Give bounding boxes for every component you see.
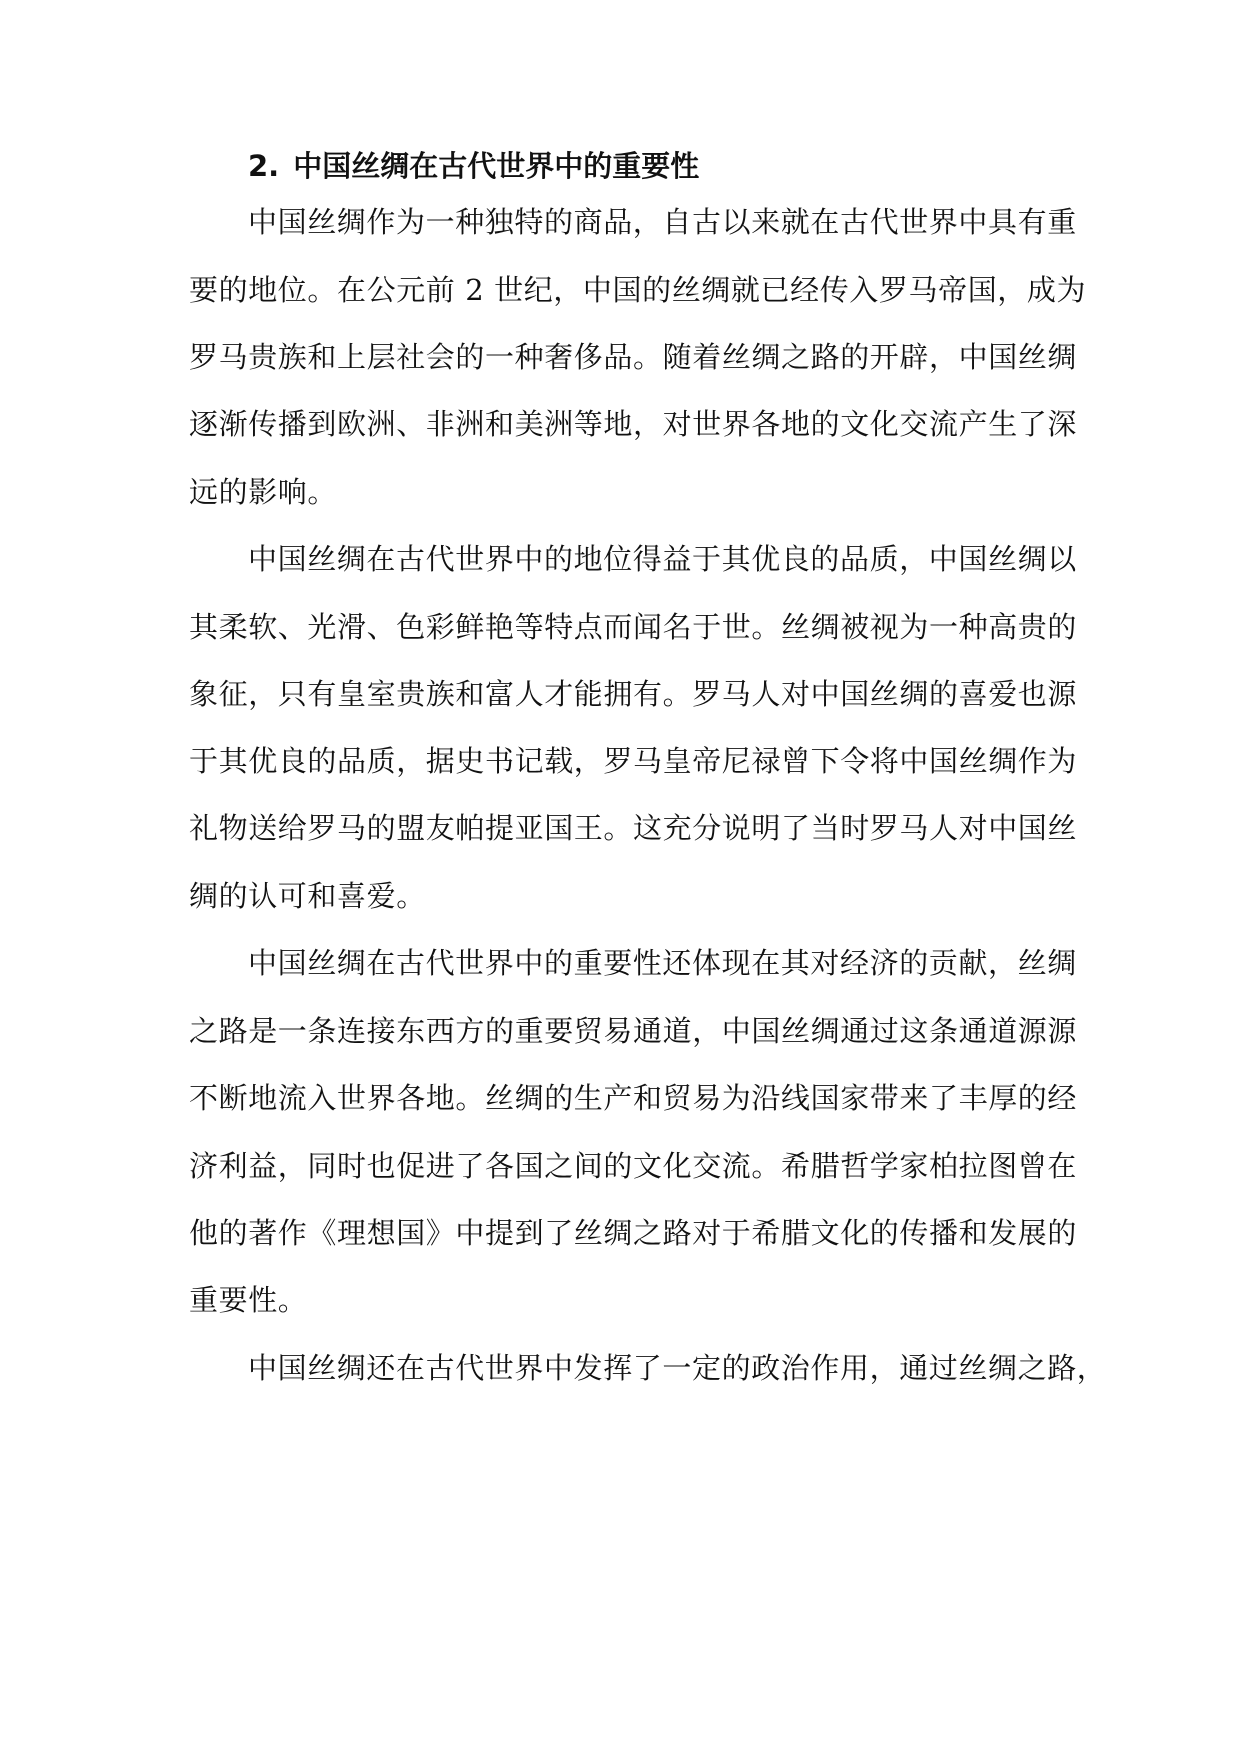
paragraph-line: 不断地流入世界各地。丝绸的生产和贸易为沿线国家带来了丰厚的经 <box>189 1081 1078 1115</box>
paragraph-line: 济利益，同时也促进了各国之间的文化交流。希腊哲学家柏拉图曾在 <box>189 1149 1078 1183</box>
section-title: 中国丝绸在古代世界中的重要性 <box>293 149 700 183</box>
paragraph-line: 绸的认可和喜爱。 <box>189 879 426 913</box>
paragraph-line: 中国丝绸作为一种独特的商品，自古以来就在古代世界中具有重 <box>248 205 1077 239</box>
section-heading <box>248 146 699 186</box>
paragraph-line: 礼物送给罗马的盟友帕提亚国王。这充分说明了当时罗马人对中国丝 <box>189 811 1078 845</box>
paragraph-line: 象征，只有皇室贵族和富人才能拥有。罗马人对中国丝绸的喜爱也源 <box>189 677 1078 711</box>
paragraph-line: 之路是一条连接东西方的重要贸易通道，中国丝绸通过这条通道源源 <box>189 1014 1078 1048</box>
paragraph-line: 于其优良的品质，据史书记载，罗马皇帝尼禄曾下令将中国丝绸作为 <box>189 744 1078 778</box>
paragraph-line: 中国丝绸在古代世界中的重要性还体现在其对经济的贡献，丝绸 <box>248 946 1077 980</box>
paragraph-line: 他的著作《理想国》中提到了丝绸之路对于希腊文化的传播和发展的 <box>189 1216 1078 1250</box>
paragraph-line: 中国丝绸在古代世界中的地位得益于其优良的品质，中国丝绸以 <box>248 542 1077 576</box>
paragraph-line: 逐渐传播到欧洲、非洲和美洲等地，对世界各地的文化交流产生了深 <box>189 407 1078 441</box>
section-number: 2. <box>248 149 280 183</box>
paragraph-line: 远的影响。 <box>189 475 338 509</box>
paragraph-line: 要的地位。在公元前 2 世纪，中国的丝绸就已经传入罗马帝国，成为 <box>189 273 1087 307</box>
paragraph-line: 罗马贵族和上层社会的一种奢侈品。随着丝绸之路的开辟，中国丝绸 <box>189 340 1078 374</box>
paragraph-line: 其柔软、光滑、色彩鲜艳等特点而闻名于世。丝绸被视为一种高贵的 <box>189 610 1078 644</box>
paragraph-line: 重要性。 <box>189 1283 308 1317</box>
paragraph-line: 中国丝绸还在古代世界中发挥了一定的政治作用，通过丝绸之路， <box>248 1351 1107 1385</box>
